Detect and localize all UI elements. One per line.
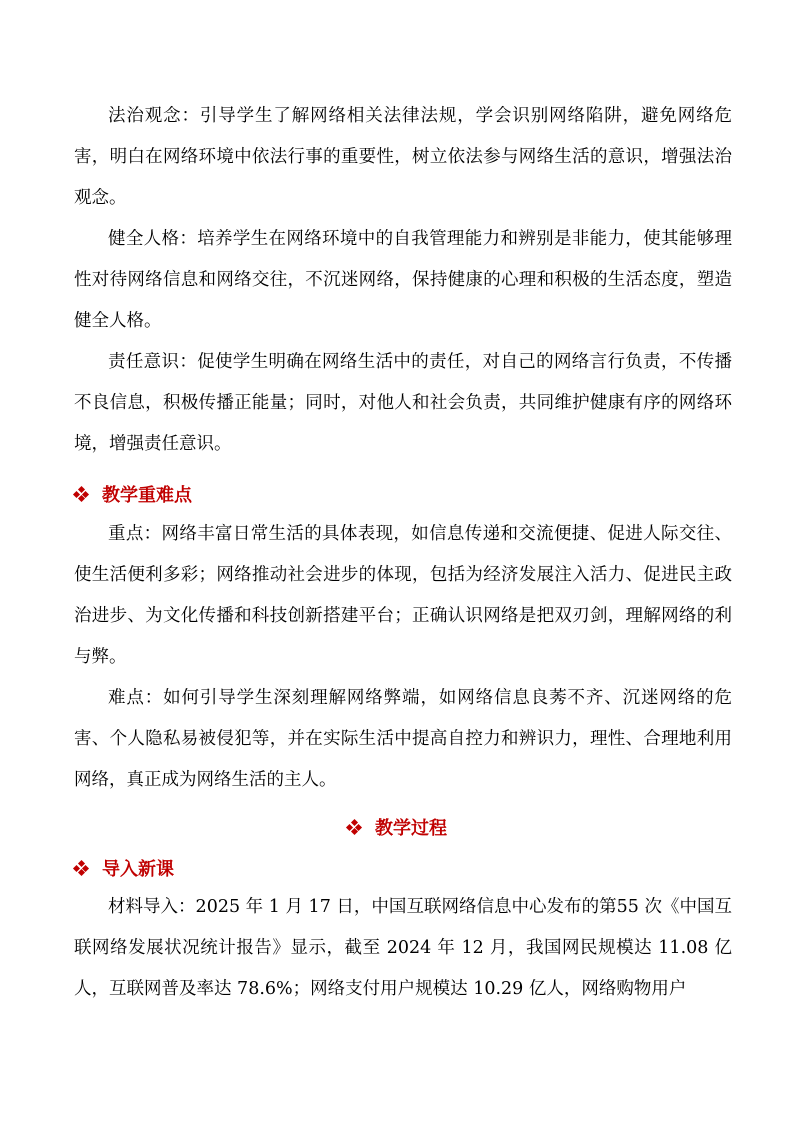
heading-new-lesson-intro xyxy=(74,855,174,881)
four-diamond-bullet-icon xyxy=(347,820,361,834)
four-diamond-bullet-icon xyxy=(74,487,88,501)
paragraph-difficulties: 难点：如何引导学生深刻理解网络弊端，如网络信息良莠不齐、沉迷网络的危害、个人隐私易被侵犯等，并在实际生活中提高自控力和辨识力，理性、合理地利用网络，真正成为网络生活的主人。 xyxy=(74,688,732,790)
heading-text: 教学重难点 xyxy=(102,485,192,506)
heading-key-difficult-points xyxy=(74,481,192,507)
paragraph-responsibility: 责任意识：促使学生明确在网络生活中的责任，对自己的网络言行负责，不传播不良信息，积极传播正能量；同时，对他人和社会负责，共同维护健康有序的网络环境，增强责任意识。 xyxy=(74,352,732,454)
paragraph-key-points: 重点：网络丰富日常生活的具体表现，如信息传递和交流便捷、促进人际交往、使生活便利多彩；网络推动社会进步的体现，包括为经济发展注入活力、促进民主政治进步、为文化传播和科技创新搭建平台；正确认识网络是把双刃剑，理解网络的利与弊。 xyxy=(74,524,732,667)
paragraph-sound-personality: 健全人格：培养学生在网络环境中的自我管理能力和辨别是非能力，使其能够理性对待网络信息和网络交往，不沉迷网络，保持健康的心理和积极的生活态度，塑造健全人格。 xyxy=(74,229,732,331)
paragraph-material-intro: 材料导入：2025 年 1 月 17 日，中国互联网络信息中心发布的第55 次《中国互联网络发展状况统计报告》显示，截至 2024 年 12 月，我国网民规模达 11.08 亿人，互联网普及率达 78.6%；网络支付用户规模达 10.29 亿人，网络购物用户 xyxy=(74,897,732,999)
heading-teaching-process xyxy=(0,814,794,840)
heading-text: 教学过程 xyxy=(375,818,447,839)
heading-text: 导入新课 xyxy=(102,859,174,880)
paragraph-law-awareness: 法治观念：引导学生了解网络相关法律法规，学会识别网络陷阱，避免网络危害，明白在网络环境中依法行事的重要性，树立依法参与网络生活的意识，增强法治观念。 xyxy=(74,106,732,208)
four-diamond-bullet-icon xyxy=(74,861,88,875)
